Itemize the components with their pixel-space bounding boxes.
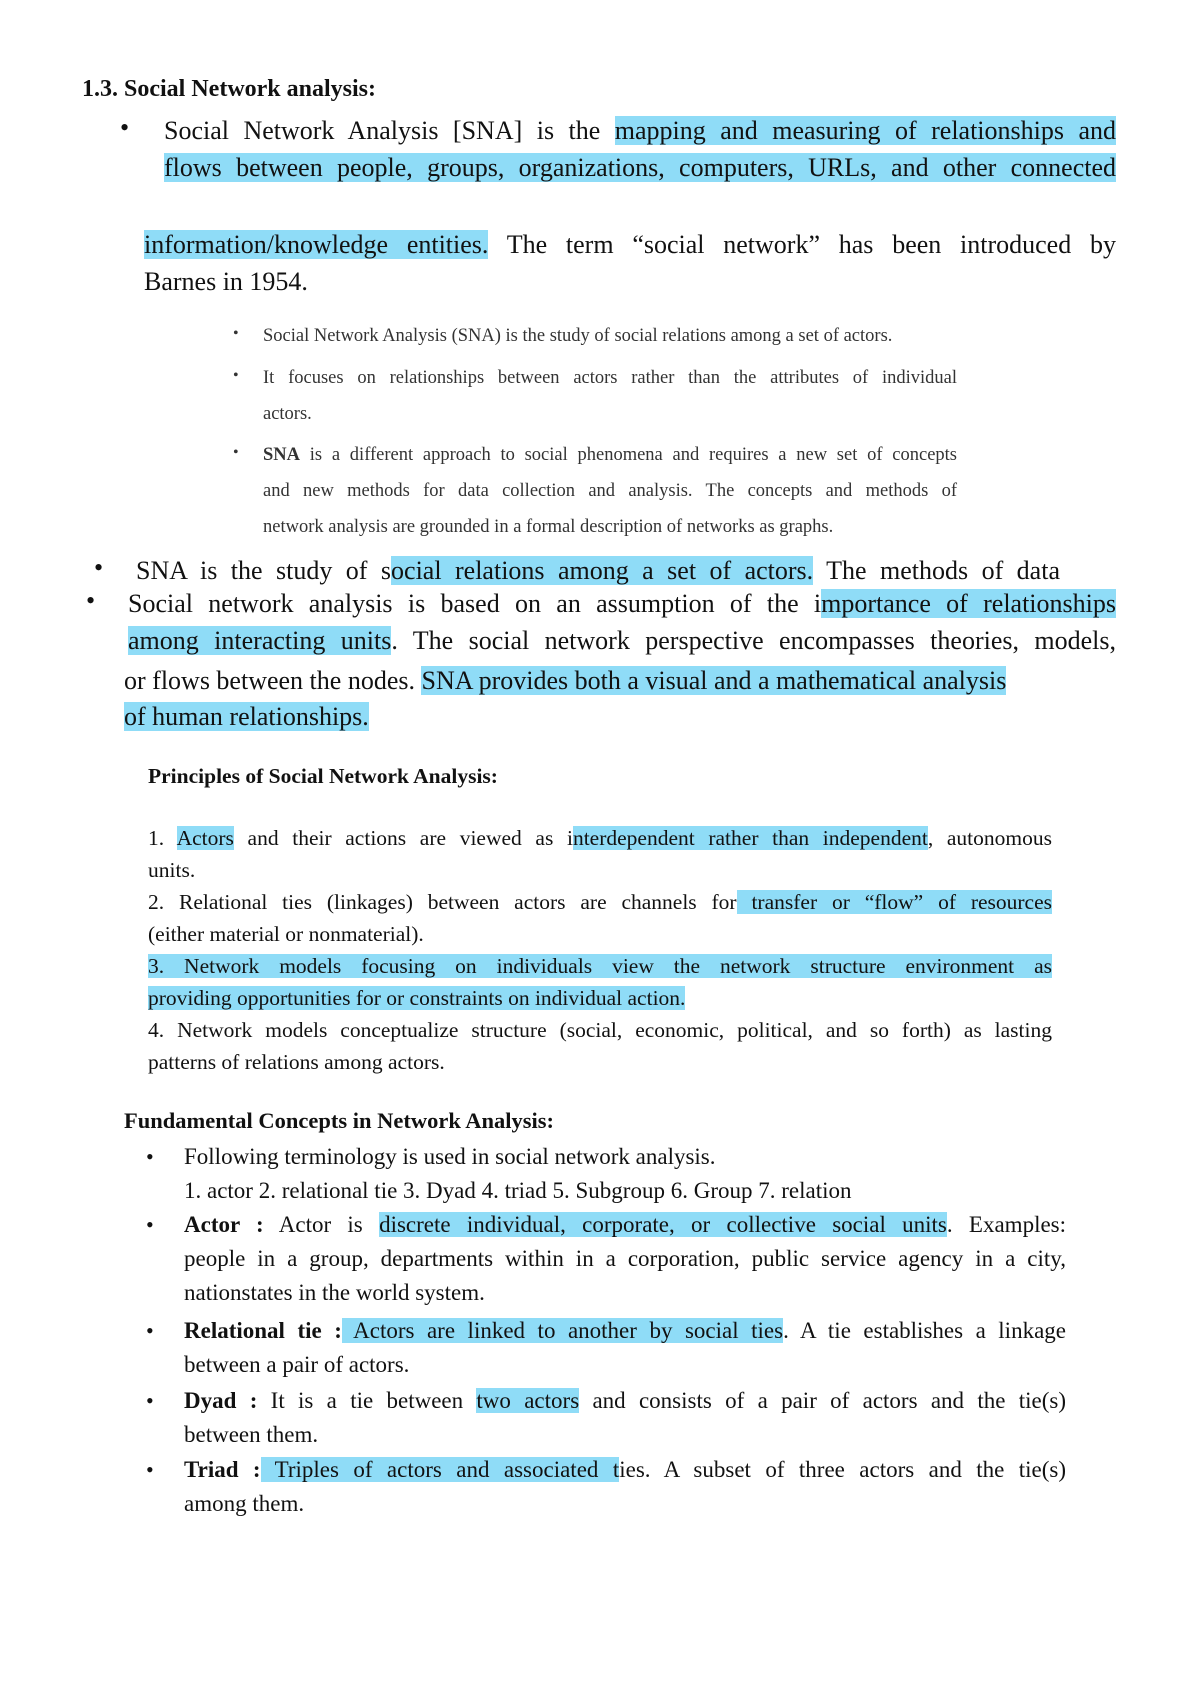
principle-4-line-1: 4. Network models conceptualize structure (social, economic, political, and so forth) as lasting — [148, 1018, 1052, 1042]
bullet-icon: • — [86, 586, 96, 615]
triad-highlight: Triples of actors and associated t — [260, 1457, 620, 1482]
sub-bullet-3-line-2: and new methods for data collection and analysis. The concepts and methods of — [263, 481, 957, 501]
bullet-icon: • — [233, 325, 239, 342]
sub-bullet-2-line-2: actors. — [263, 404, 312, 424]
tie-highlight: Actors are linked to another by social ties — [341, 1318, 784, 1343]
intro-highlight: mapping and measuring of relationships and — [614, 116, 1116, 145]
sna-highlight: ocial relations among a set of actors. — [391, 556, 814, 585]
principle-highlight: providing opportunities for or constraints on individual action. — [148, 986, 686, 1010]
section-heading: 1.3. Social Network analysis: — [82, 76, 376, 102]
actor-line-1 — [184, 1208, 1066, 1242]
sna-text: SNA is the study of s — [136, 556, 392, 585]
assumption-line-3 — [124, 662, 1006, 699]
intro-line-2 — [164, 149, 1116, 186]
sub-bullet-text: is a different approach to social phenomena and requires a new set of concepts — [300, 445, 957, 465]
assumption-text: or flows between the nodes. — [124, 666, 422, 695]
intro-line-4: Barnes in 1954. — [144, 267, 308, 296]
actor-line-3: nationstates in the world system. — [184, 1280, 485, 1305]
bullet-icon: • — [94, 553, 104, 582]
actor-text: Actor is — [263, 1212, 380, 1237]
assumption-highlight: SNA provides both a visual and a mathematical analysis — [421, 666, 1007, 695]
principle-2-line-2: (either material or nonmaterial). — [148, 922, 424, 946]
fundamentals-title: Fundamental Concepts in Network Analysis: — [124, 1108, 555, 1133]
sub-bullet-3-line-1 — [263, 437, 957, 473]
bullet-icon: • — [146, 1388, 154, 1413]
tie-line-2: between a pair of actors. — [184, 1352, 410, 1377]
bullet-icon: • — [233, 367, 239, 384]
bullet-icon: • — [146, 1144, 154, 1169]
intro-text: The term “social network” has been introduced by — [488, 230, 1116, 259]
assumption-text: . The social network perspective encompasses theories, models, — [391, 626, 1116, 655]
principle-4-line-2: patterns of relations among actors. — [148, 1050, 445, 1074]
bullet-icon: • — [233, 444, 239, 461]
dyad-text: It is a tie between — [257, 1388, 477, 1413]
principle-highlight: 3. Network models focusing on individuals view the network structure environment as — [148, 954, 1052, 978]
tie-line-1 — [184, 1314, 1066, 1348]
dyad-line-1 — [184, 1384, 1066, 1418]
actor-label: Actor : — [184, 1212, 264, 1237]
intro-highlight: flows between people, groups, organizations, computers, URLs, and other connected — [164, 153, 1116, 182]
tie-text: . A tie establishes a linkage — [783, 1318, 1066, 1343]
triad-text: ies. A subset of three actors and the tie(s) — [619, 1457, 1067, 1482]
intro-text: Social Network Analysis [SNA] is the — [164, 116, 615, 145]
principle-3-line-1 — [148, 950, 1052, 982]
dyad-highlight: two actors — [476, 1388, 580, 1413]
terms-intro: Following terminology is used in social network analysis. — [184, 1144, 716, 1169]
principle-highlight: transfer or “flow” of resources — [736, 890, 1053, 914]
principle-1-line-1 — [148, 822, 1052, 854]
actor-highlight: discrete individual, corporate, or collective social units — [379, 1212, 947, 1237]
actor-line-2: people in a group, departments within in a corporation, public service agency in a city, — [184, 1246, 1066, 1271]
terms-list: 1. actor 2. relational tie 3. Dyad 4. triad 5. Subgroup 6. Group 7. relation — [184, 1178, 852, 1203]
intro-highlight: information/knowledge entities. — [144, 230, 489, 259]
principle-text: 1. — [148, 826, 177, 850]
assumption-text: Social network analysis is based on an assumption of the i — [128, 589, 822, 618]
principle-text: 2. Relational ties (linkages) between actors are channels for — [148, 890, 737, 914]
dyad-text: and consists of a pair of actors and the tie(s) — [579, 1388, 1067, 1413]
dyad-label: Dyad : — [184, 1388, 258, 1413]
sna-text: The methods of data — [813, 556, 1060, 585]
intro-line-3 — [144, 226, 1116, 263]
bullet-icon: • — [146, 1212, 154, 1237]
triad-line-1 — [184, 1453, 1066, 1487]
bullet-icon: • — [146, 1457, 154, 1482]
sub-bullet-2-line-1: It focuses on relationships between actors rather than the attributes of individual — [263, 368, 957, 388]
principle-text: and their actions are viewed as i — [233, 826, 573, 850]
assumption-line-1 — [128, 585, 1116, 622]
principle-1-line-2: units. — [148, 858, 196, 882]
assumption-highlight: of human relationships. — [124, 702, 369, 731]
sna-bold: SNA — [263, 445, 301, 465]
bullet-icon: • — [146, 1318, 154, 1343]
sub-bullet-3-line-3: network analysis are grounded in a formal description of networks as graphs. — [263, 517, 834, 537]
sna-study-line — [136, 552, 1060, 589]
intro-line-1 — [164, 112, 1116, 149]
assumption-highlight: mportance of relationships — [821, 589, 1116, 618]
triad-line-2: among them. — [184, 1491, 305, 1516]
triad-label: Triad : — [184, 1457, 261, 1482]
principles-title: Principles of Social Network Analysis: — [148, 764, 498, 788]
bullet-icon: • — [120, 113, 130, 142]
principle-2-line-1 — [148, 886, 1052, 918]
assumption-line-4 — [124, 698, 369, 735]
principle-text: , autonomous — [927, 826, 1052, 850]
tie-label: Relational tie : — [184, 1318, 342, 1343]
actor-text: . Examples: — [946, 1212, 1067, 1237]
dyad-line-2: between them. — [184, 1422, 319, 1447]
principle-highlight: nterdependent rather than independent — [572, 826, 928, 850]
assumption-line-2 — [128, 622, 1116, 659]
sub-bullet-1: Social Network Analysis (SNA) is the study of social relations among a set of actors. — [263, 326, 893, 346]
principle-3-line-2 — [148, 982, 685, 1014]
assumption-highlight: among interacting units — [128, 626, 392, 655]
principle-highlight: Actors — [176, 826, 234, 850]
